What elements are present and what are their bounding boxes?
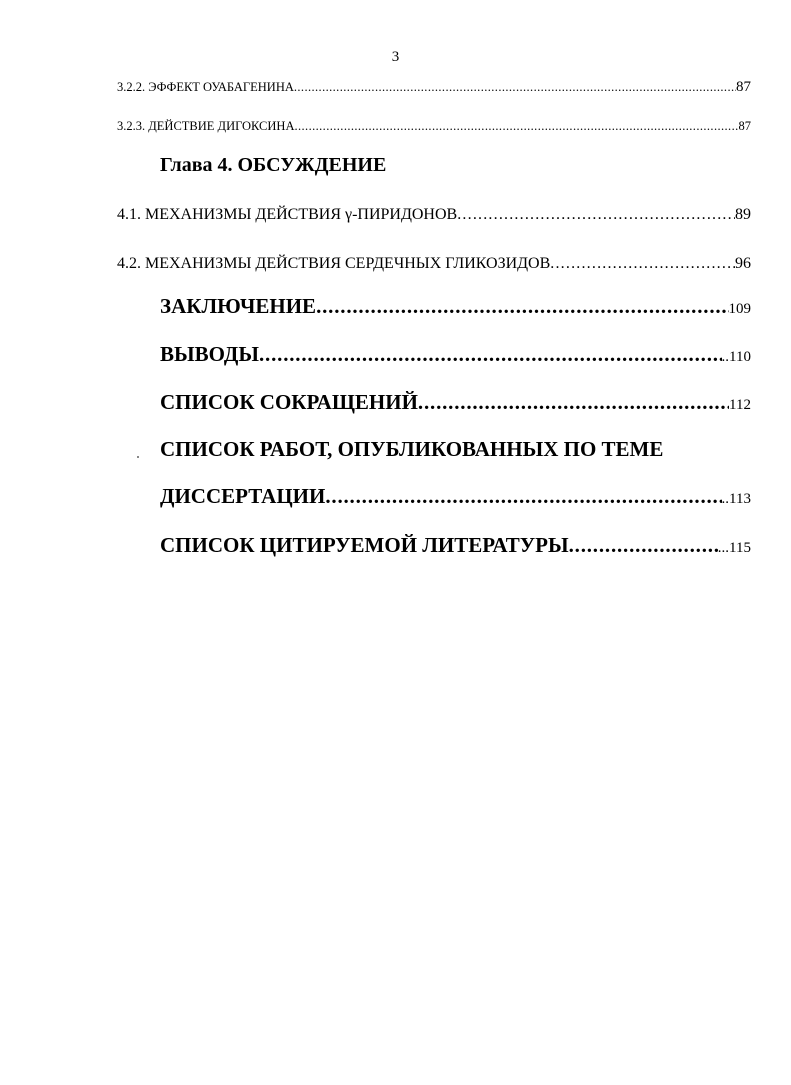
toc-entry-page: 109 bbox=[728, 301, 751, 317]
scan-speck bbox=[137, 456, 139, 458]
toc-entry-3-2-2 bbox=[117, 78, 751, 96]
toc-leader-dots bbox=[325, 482, 721, 510]
toc-entry-page: 112 bbox=[729, 397, 751, 413]
toc-leader-dots bbox=[294, 117, 738, 135]
toc-entry-page: 89 bbox=[735, 206, 751, 223]
toc-entry-4-2 bbox=[117, 253, 751, 275]
toc-leader-dots bbox=[550, 253, 735, 275]
toc-entry-title: ДИССЕРТАЦИИ bbox=[160, 484, 326, 508]
toc-entry-title: СПИСОК ЦИТИРУЕМОЙ ЛИТЕРАТУРЫ bbox=[160, 533, 569, 557]
toc-entry-page: 96 bbox=[735, 255, 751, 272]
toc-entry-references bbox=[160, 531, 751, 562]
toc-entry-abbreviations bbox=[160, 388, 751, 419]
toc-entry-4-1 bbox=[117, 204, 751, 226]
toc-entry-title: 4.1. МЕХАНИЗМЫ ДЕЙСТВИЯ γ-ПИРИДОНОВ bbox=[117, 206, 458, 223]
toc-entry-conclusion bbox=[160, 292, 751, 323]
page-number: 3 bbox=[391, 49, 400, 65]
toc-chapter-4-heading: Глава 4. ОБСУЖДЕНИЕ bbox=[160, 154, 387, 176]
toc-leader-dots bbox=[418, 388, 729, 416]
toc-entry-page: ..110 bbox=[721, 349, 751, 365]
toc-leader-dots bbox=[457, 204, 735, 226]
toc-entry-page: ...115 bbox=[717, 540, 751, 556]
toc-entry-3-2-3 bbox=[117, 117, 751, 135]
toc-leader-dots bbox=[569, 531, 718, 559]
toc-entry-publications bbox=[160, 482, 751, 513]
toc-leader-dots bbox=[259, 340, 722, 368]
toc-entry-title: ЗАКЛЮЧЕНИЕ bbox=[160, 294, 317, 318]
toc-entry-page: 87 bbox=[736, 79, 751, 95]
toc-entry-title: 3.2.2. ЭФФЕКТ ОУАБАГЕНИНА bbox=[117, 80, 294, 94]
toc-entry-title: 4.2. МЕХАНИЗМЫ ДЕЙСТВИЯ СЕРДЕЧНЫХ ГЛИКОЗИДОВ bbox=[117, 255, 551, 272]
toc-leader-dots bbox=[316, 292, 728, 320]
toc-entry-publications-line1: СПИСОК РАБОТ, ОПУБЛИКОВАННЫХ ПО ТЕМЕ bbox=[160, 437, 664, 461]
toc-entry-findings bbox=[160, 340, 751, 371]
toc-leader-dots bbox=[294, 78, 736, 96]
toc-entry-title: ВЫВОДЫ bbox=[160, 342, 259, 366]
toc-entry-title: СПИСОК СОКРАЩЕНИЙ bbox=[160, 390, 418, 414]
toc-entry-page: ..113 bbox=[721, 491, 751, 507]
toc-entry-title: 3.2.3. ДЕЙСТВИЕ ДИГОКСИНА bbox=[117, 119, 295, 133]
toc-entry-page: 87 bbox=[738, 119, 751, 133]
